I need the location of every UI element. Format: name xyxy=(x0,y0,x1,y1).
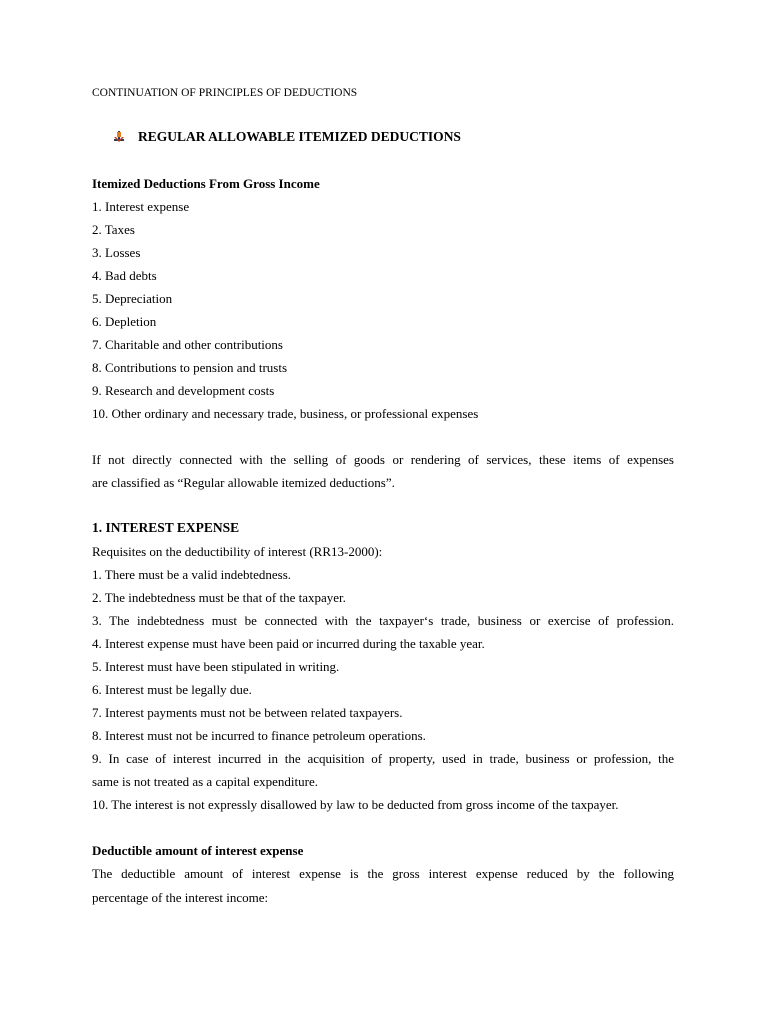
list-item: 7. Charitable and other contributions xyxy=(92,337,283,352)
list-item: 3. Losses xyxy=(92,245,141,260)
main-heading: REGULAR ALLOWABLE ITEMIZED DEDUCTIONS xyxy=(138,129,461,144)
list-item: 8. Contributions to pension and trusts xyxy=(92,360,287,375)
list-item: same is not treated as a capital expenditure. xyxy=(92,774,318,789)
paragraph-line: percentage of the interest income: xyxy=(92,890,269,905)
list-item: 7. Interest payments must not be between related taxpayers. xyxy=(92,705,403,720)
paragraph-line: If not directly connected with the selling of goods or rendering of services, these items of expenses xyxy=(92,452,674,467)
list-item: 3. The indebtedness must be connected with the taxpayer‘s trade, business or exercise of profession. xyxy=(92,613,674,628)
list-item: 5. Depreciation xyxy=(92,291,173,306)
list-item: 10. The interest is not expressly disallowed by law to be deducted from gross income of the taxpayer. xyxy=(92,797,619,812)
paragraph-line: are classified as “Regular allowable itemized deductions”. xyxy=(92,475,395,490)
list-item: 8. Interest must not be incurred to finance petroleum operations. xyxy=(92,728,426,743)
list-item: 1. Interest expense xyxy=(92,199,190,214)
list-item: 4. Bad debts xyxy=(92,268,157,283)
list-item: 2. Taxes xyxy=(92,222,135,237)
list-item: 1. There must be a valid indebtedness. xyxy=(92,567,292,582)
paragraph-line: The deductible amount of interest expense is the gross interest expense reduced by the following xyxy=(92,866,674,881)
arrow-bullet-icon xyxy=(112,129,126,145)
list-item: 9. Research and development costs xyxy=(92,383,275,398)
section-heading: 1. INTEREST EXPENSE xyxy=(92,520,240,535)
list-item: 2. The indebtedness must be that of the taxpayer. xyxy=(92,590,346,605)
deductible-heading: Deductible amount of interest expense xyxy=(92,843,304,858)
list-item: 6. Interest must be legally due. xyxy=(92,682,252,697)
list-heading: Itemized Deductions From Gross Income xyxy=(92,176,320,191)
list-item: 6. Depletion xyxy=(92,314,157,329)
list-item: 9. In case of interest incurred in the acquisition of property, used in trade, business or profession, the xyxy=(92,751,674,766)
list-item: 4. Interest expense must have been paid or incurred during the taxable year. xyxy=(92,636,485,651)
section-intro: Requisites on the deductibility of interest (RR13-2000): xyxy=(92,544,383,559)
list-item: 10. Other ordinary and necessary trade, business, or professional expenses xyxy=(92,406,479,421)
top-title: CONTINUATION OF PRINCIPLES OF DEDUCTIONS xyxy=(92,87,358,99)
list-item: 5. Interest must have been stipulated in writing. xyxy=(92,659,340,674)
